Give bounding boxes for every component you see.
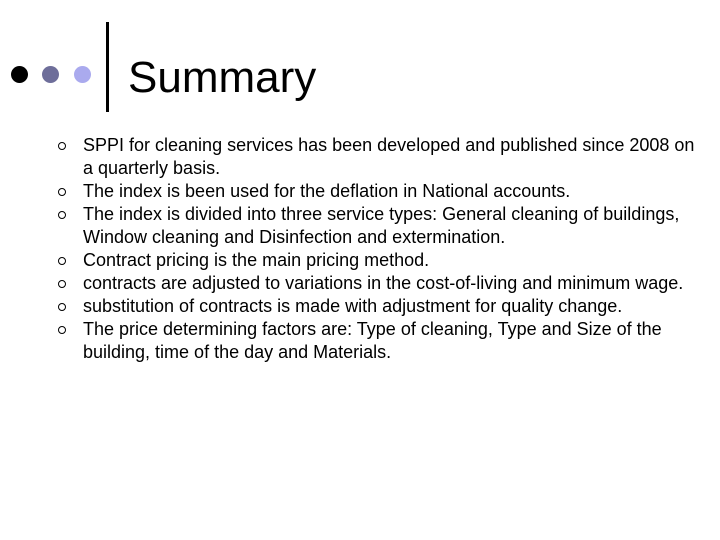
hollow-circle-bullet-icon	[58, 303, 66, 311]
bullet-item	[56, 134, 706, 180]
hollow-circle-bullet-icon	[58, 142, 66, 150]
decorative-dot-lavender-icon	[74, 66, 91, 83]
bullet-text: The index is been used for the deflation in National accounts.	[83, 181, 571, 201]
bullet-text: SPPI for cleaning services has been developed and published since 2008 on a quarterly basis.	[83, 135, 695, 178]
hollow-circle-bullet-icon	[58, 211, 66, 219]
decorative-dot-black-icon	[11, 66, 28, 83]
bullet-text: The price determining factors are: Type of cleaning, Type and Size of the building, time of the day and Materials.	[83, 319, 662, 362]
decorative-dot-slate-icon	[42, 66, 59, 83]
hollow-circle-bullet-icon	[58, 280, 66, 288]
title-divider	[106, 22, 109, 112]
bullet-text: The index is divided into three service types: General cleaning of buildings, Window cleaning and Disinfection and extermination.	[83, 204, 680, 247]
bullet-list	[56, 134, 706, 364]
hollow-circle-bullet-icon	[58, 188, 66, 196]
bullet-item	[56, 180, 706, 203]
bullet-item	[56, 272, 706, 295]
bullet-text: substitution of contracts is made with adjustment for quality change.	[83, 296, 623, 316]
bullet-item	[56, 318, 706, 364]
slide-title: Summary	[128, 53, 317, 102]
bullet-text: contracts are adjusted to variations in the cost-of-living and minimum wage.	[83, 273, 684, 293]
bullet-item	[56, 249, 706, 272]
bullet-text: Contract pricing is the main pricing method.	[83, 250, 430, 270]
bullet-item	[56, 295, 706, 318]
hollow-circle-bullet-icon	[58, 257, 66, 265]
hollow-circle-bullet-icon	[58, 326, 66, 334]
bullet-item	[56, 203, 706, 249]
